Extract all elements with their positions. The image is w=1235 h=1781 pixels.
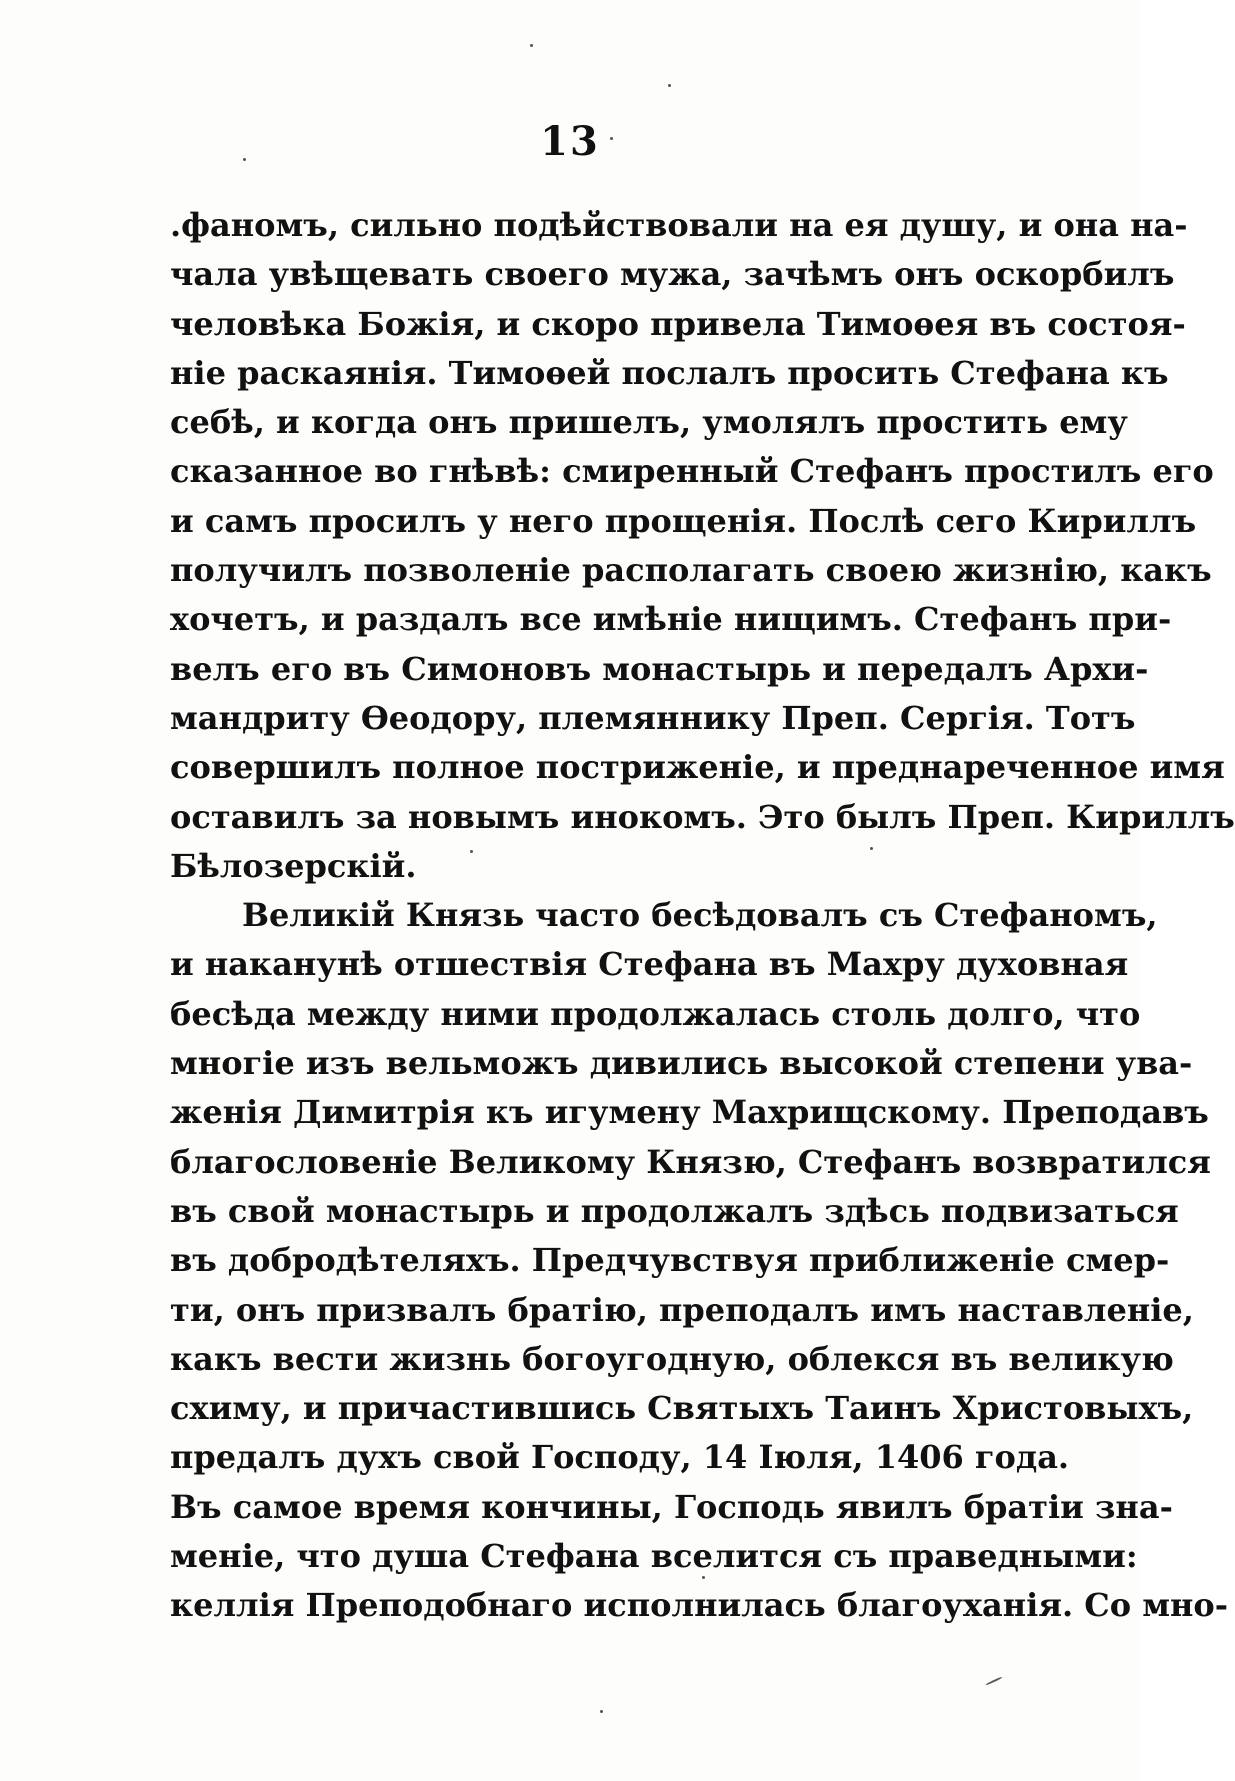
text-line: схиму, и причастившись Святыхъ Таинъ Христовыхъ,	[170, 1389, 1194, 1428]
scan-speck	[530, 44, 533, 47]
text-line: предалъ духъ свой Господу, 14 Іюля, 1406 года.	[170, 1438, 1070, 1477]
text-line: сказанное во гнѣвѣ: смиренный Стефанъ простилъ его	[170, 452, 1214, 491]
text-line: въ свой монастырь и продолжалъ здѣсь подвизаться	[170, 1191, 1179, 1230]
text-line: мандриту Ѳеодору, племяннику Преп. Сергія. Тотъ	[170, 698, 1136, 737]
text-line: многіе изъ вельможъ дивились высокой степени ува-	[170, 1044, 1193, 1083]
text-line: .фаномъ, сильно подѣйствовали на ея душу, и она на-	[170, 206, 1188, 244]
scan-speck	[470, 850, 473, 853]
scan-speck	[870, 847, 873, 850]
scan-speck	[610, 137, 613, 140]
scan-speck	[600, 1710, 603, 1713]
text-line: какъ вести жизнь богоугодную, облекся въ великую	[170, 1339, 1174, 1378]
text-line: и наканунѣ отшествія Стефана въ Махру духовная	[170, 945, 1129, 984]
paragraph-start-line: Великій Князь часто бесѣдовалъ съ Стефаномъ,	[242, 896, 1158, 935]
text-line: бесѣда между ними продолжалась столь долго, что	[170, 994, 1141, 1033]
body-text	[170, 201, 1235, 1631]
text-line: совершилъ полное постриженіе, и преднареченное имя	[170, 748, 1225, 787]
text-line: благословеніе Великому Князю, Стефанъ возвратился	[170, 1142, 1211, 1181]
text-line: ніе раскаянія. Тимоѳей послалъ просить Стефана къ	[170, 353, 1169, 392]
scan-speck	[668, 84, 671, 87]
text-line: ти, онъ призвалъ братію, преподалъ имъ наставленіе,	[170, 1290, 1194, 1329]
text-line: меніе, что душа Стефана вселится съ праведными:	[170, 1537, 1138, 1576]
text-line: чала увѣщевать своего мужа, зачѣмъ онъ оскорбилъ	[170, 255, 1175, 294]
text-line: въ добродѣтеляхъ. Предчувствуя приближеніе смер-	[170, 1241, 1170, 1280]
text-line: Въ самое время кончины, Господь явилъ братіи зна-	[170, 1487, 1173, 1526]
scan-speck	[702, 1576, 705, 1579]
text-line: велъ его въ Симоновъ монастырь и передалъ Архи-	[170, 649, 1149, 688]
text-line: келлія Преподобнаго исполнилась благоуханія. Со мно-	[170, 1586, 1229, 1625]
text-line: человѣка Божія, и скоро привела Тимоѳея въ состоя-	[170, 304, 1186, 343]
text-line: оставилъ за новымъ инокомъ. Это былъ Преп. Кириллъ	[170, 797, 1235, 836]
scan-speck	[243, 158, 246, 161]
paragraph-end-line: Бѣлозерскій.	[170, 846, 417, 885]
text-line: себѣ, и когда онъ пришелъ, умолялъ простить ему	[170, 403, 1128, 442]
text-line: и самъ просилъ у него прощенія. Послѣ сего Кириллъ	[170, 501, 1197, 540]
text-line: женія Димитрія къ игумену Махрищскому. Преподавъ	[170, 1093, 1209, 1132]
page-number: 13	[540, 118, 600, 165]
text-line: получилъ позволеніе располагать своею жизнію, какъ	[170, 551, 1212, 590]
scan-speck	[985, 1676, 1002, 1685]
text-line: хочетъ, и раздалъ все имѣніе нищимъ. Стефанъ при-	[170, 600, 1172, 639]
